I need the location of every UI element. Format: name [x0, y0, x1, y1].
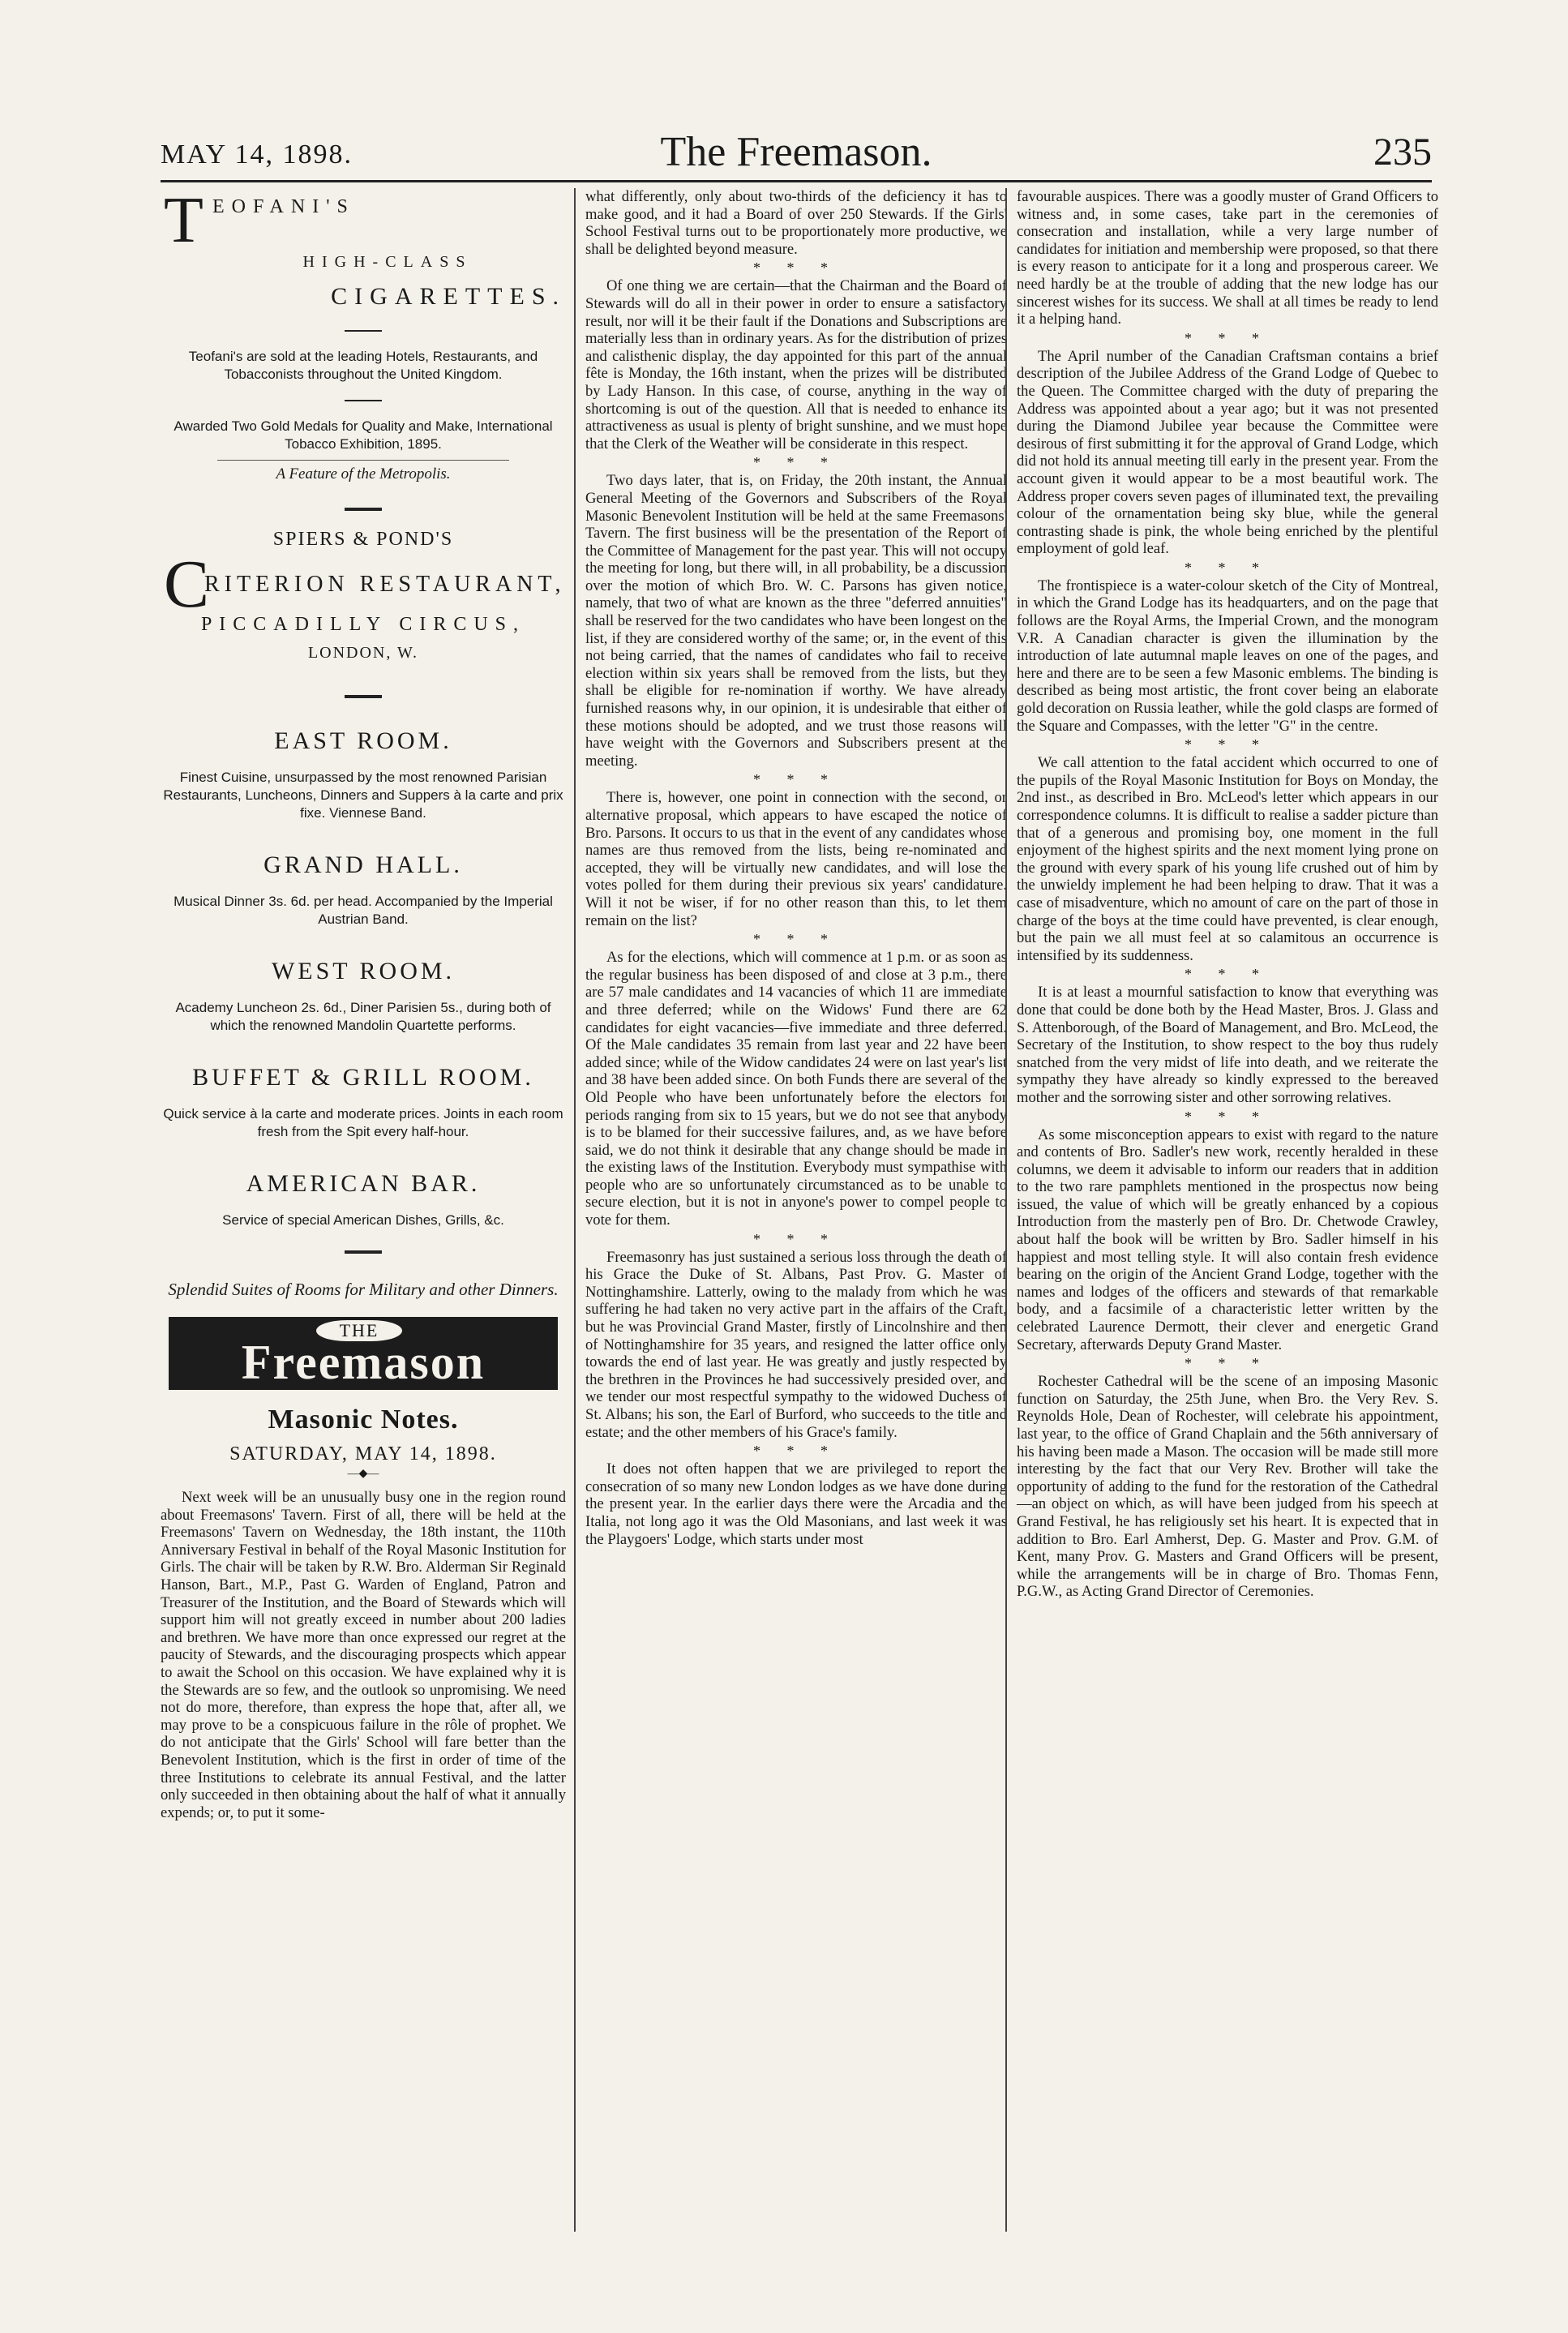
newspaper-title: The Freemason.	[660, 129, 932, 175]
article-paragraph: As for the elections, which will commence at 1 p.m. or as soon as the regular business has been disposed of and close at 3 p.m., there are 57 male candidates and 14 vacancies of which 11 are immediate and three deferred; while on the Widows' Fund there are 62 candidates for eight vacancies—five immediate and three deferred. Of the Male candidates 35 remain from last year and 22 have been added since; while of the Widow candidates 24 were on last year's list and 38 have been added since. On both Funds there are several of the Old People who have been unfortunately before the electors for periods ranging from six to 15 years, but we do not see that anybody is to be blamed for their successive failures, and, as we have before said, we do not think it desirable that any change should be made in the existing laws of the Institution. Everybody must sympathise with people who are so unfortunately circumstanced as to be unable to secure election, but it is not in anyone's power to compel people to vote for them.	[585, 949, 1007, 1229]
article-paragraph: The April number of the Canadian Craftsman contains a brief description of the Jubilee Address of the Grand Lodge of Quebec to the Queen. The Committee charged with the duty of preparing the Address was appointed about a year ago; but it was not presented during the Diamond Jubilee year because the Committee were desirous of first submitting it for the approval of Grand Lodge, which did not hold its annual meeting till early in the present year. From the account given it would appear to be a most beautiful work. The Address proper covers seven pages of illuminated text, the prevailing colour of the ornamentation being sky blue, while the general contrasting shade is pink, the whole being enriched by the plentiful employment of gold leaf.	[1017, 347, 1438, 558]
logo-freemason: Freemason	[241, 1336, 486, 1389]
article-paragraph: favourable auspices. There was a goodly muster of Grand Officers to witness and, in some cases, take part in the ceremonies of consecration and installation, while a very large number of candidates for initiation and membership were proposed, so that there is every reason to anticipate for it a long and prosperous career. We need hardly be at the trouble of adding that the new lodge has our sincerest wishes for its success. We shall at all times be ready to lend it a helping hand.	[1017, 188, 1438, 328]
article-paragraph: It is at least a mournful satisfaction to know that everything was done that could be done both by the Head Master, Bros. J. Glass and S. Attenborough, of the Board of Management, and Bro. McLeod, the Secretary of the Institution, to show respect to the boy thus rudely snatched from the very midst of life into death, and we reiterate the sympathy they have already so kindly expressed to the bereaved mother and the sorrowing sister and other sorrowing relatives.	[1017, 984, 1438, 1106]
splendid-suites-text: Splendid Suites of Rooms for Military and other Dinners.	[168, 1280, 559, 1299]
header-rule	[161, 180, 1432, 182]
criterion-name: RITERION RESTAURANT,	[204, 572, 566, 597]
london-label: LONDON, W.	[307, 644, 419, 662]
diamond-ornament: —◆—	[347, 1468, 379, 1480]
teofani-sold-text: Teofani's are sold at the leading Hotels, Restaurants, and Tobacconists throughout the United Kingdom.	[188, 349, 538, 382]
room-name: BUFFET & GRILL ROOM.	[192, 1064, 534, 1091]
section-date: SATURDAY, MAY 14, 1898.	[229, 1443, 497, 1465]
divider	[345, 330, 382, 332]
section-heading: Masonic Notes.	[268, 1405, 459, 1435]
room-name: AMERICAN BAR.	[246, 1170, 481, 1197]
feature-caption: A Feature of the Metropolis.	[276, 465, 451, 482]
section-separator: * * *	[753, 771, 839, 788]
section-separator: * * *	[1185, 1355, 1270, 1372]
teofani-initial: T	[164, 185, 203, 256]
room-description: Service of special American Dishes, Grills, &c.	[222, 1212, 504, 1228]
criterion-heading	[161, 547, 566, 622]
divider	[345, 400, 382, 401]
page-number: 235	[1373, 131, 1432, 174]
section-separator: * * *	[1185, 329, 1270, 346]
teofani-name: EOFANI'S	[212, 196, 355, 217]
article-paragraph: Freemasonry has just sustained a serious loss through the death of his Grace the Duke of St. Albans, Past Prov. G. Master of Nottinghamshire. Latterly, owing to the malady from which he was suffering he had taken no very active part in the affairs of the Craft, but he was Provincial Grand Master, firstly of Lincolnshire and then of Nottinghamshire for 35 years, and resigned the latter office only towards the end of last year. He was greatly and justly respected by the brethren in the Provinces he had successively presided over, and we tender our most respectful sympathy to the widowed Duchess of St. Albans; his son, the Earl of Burford, who succeeds to the title and estate; and the other members of his Grace's family.	[585, 1248, 1007, 1441]
section-separator: * * *	[753, 454, 839, 471]
section-separator: * * *	[1185, 559, 1270, 576]
divider	[345, 508, 382, 511]
logo-the: THE	[316, 1320, 402, 1341]
teofani-ad-heading	[161, 185, 566, 256]
article-paragraph: Of one thing we are certain—that the Chairman and the Board of Stewards will do all in their power in order to ensure a satisfactory result, nor will it be their fault if the Donations and Subscriptions are materially less than in ordinary years. As for the distribution of prizes and calisthenic display, the day appointed for this part of the annual fête is Monday, the 16th instant, when the prizes will be distributed by Lady Hanson. In this case, of course, anything in the way of shortcoming is out of the question. All that is needed to enhance its attractiveness as usual is plenty of bright sunshine, and we must hope that the Clerk of the Weather will be considerate in this respect.	[585, 277, 1007, 452]
article-paragraph: Next week will be an unusually busy one in the region round about Freemasons' Tavern. First of all, there will be held at the Freemasons' Tavern on Wednesday, the 18th instant, the 110th Anniversary Festival in behalf of the Royal Masonic Institution for Girls. The chair will be taken by R.W. Bro. Alderman Sir Reginald Hanson, Bart., M.P., Past G. Warden of England, Patron and Treasurer of the Institution, and the Board of Stewards which will support him will not greatly exceed in number about 200 ladies and brethren. We have more than once expressed our regret at the paucity of Stewards, and the discouraging prospects which appear to await the School on this occasion. We have explained why it is the Stewards are so few, and the outlook so unpromising. We need not do more, therefore, than express the hope that, after all, we may prove to be a conspicuous failure in the rôle of prophet. We do not anticipate that the Girls' School will fare better than the Benevolent Institution, which is the first in order of time of the three Institutions to celebrate its annual Festival, and the latter only succeeded in then obtaining about the half of what it annually expends; or, to put it some-	[161, 1489, 566, 1821]
room-description: Finest Cuisine, unsurpassed by the most renowned Parisian Restaurants, Luncheons, Dinners and Suppers à la carte and prix fixe. Viennese Band.	[163, 770, 563, 821]
issue-date: MAY 14, 1898.	[161, 139, 353, 169]
cigarettes-label: CIGARETTES.	[331, 283, 566, 310]
section-separator: * * *	[1185, 1108, 1270, 1125]
room-name: WEST ROOM.	[271, 958, 456, 984]
section-separator: * * *	[753, 1443, 839, 1460]
criterion-initial: C	[164, 547, 210, 622]
article-paragraph: what differently, only about two-thirds of the deficiency it has to make good, and it had a Board of over 250 Stewards. If the Girls' School Festival turns out to be proportionately more productive, we shall be delighted beyond measure.	[585, 188, 1007, 258]
divider	[345, 695, 382, 698]
column-1	[161, 185, 566, 1821]
article-paragraph: There is, however, one point in connection with the second, or alternative proposal, which appears to have escaped the notice of Bro. Parsons. It occurs to us that in the event of any candidates whose names are thus removed from the lists, being re-nominated and accepted, they will be virtually new candidates, and will lose the votes polled for them during their previous six years' candidature. Will it not be wiser, if for no other reason than this, to let them remain on the list?	[585, 789, 1007, 929]
freemason-masthead-logo	[169, 1317, 558, 1390]
piccadilly-label: PICCADILLY CIRCUS,	[200, 614, 526, 635]
column-2	[574, 188, 1007, 2232]
high-class-label: HIGH-CLASS	[302, 253, 473, 271]
divider	[217, 460, 509, 461]
divider	[345, 1250, 382, 1254]
column-3	[1005, 188, 1438, 2232]
section-separator: * * *	[753, 1230, 839, 1247]
section-separator: * * *	[1185, 966, 1270, 983]
room-description: Academy Luncheon 2s. 6d., Diner Parisien 5s., during both of which the renowned Mandolin Quartette performs.	[175, 1000, 551, 1033]
section-separator: * * *	[1185, 736, 1270, 753]
room-name: EAST ROOM.	[274, 727, 452, 754]
room-name: GRAND HALL.	[263, 851, 463, 878]
article-paragraph: Rochester Cathedral will be the scene of an imposing Masonic function on Saturday, the 25th June, when Bro. the Very Rev. S. Reynolds Hole, Dean of Rochester, will celebrate his appointment, last year, to the office of Grand Chaplain and the 56th anniversary of his having been made a Mason. The occasion will be made still more interesting by the fact that our Very Rev. Brother will take the opportunity of adding to the fund for the restoration of the Cathedral—an object on which, as will have been judged from his speech at Grand Festival, he has religiously set his heart. It is expected that in addition to Bro. Earl Amherst, Dep. G. Master and Prov. G.M. of Kent, many Prov. G. Masters and Grand Officers will be present, while the arrangements will be in charge of Bro. Thomas Fenn, P.G.W., as Acting Grand Director of Ceremonies.	[1017, 1373, 1438, 1601]
article-paragraph: As some misconception appears to exist with regard to the nature and contents of Bro. Sadler's new work, recently heralded in these columns, we deem it advisable to inform our readers that in addition to the two rare pamphlets mentioned in the prospectus now being issued, the value of which will be greatly enhanced by a copious Introduction from the masterly pen of Bro. Dr. Chetwode Crawley, about half the book will be written by Bro. Sadler himself in his happiest and most telling style. It will also contain fresh evidence bearing on the origin of the Ancient Grand Lodge, together with the names and lodges of the officers and stewards of that remarkable body, and a facsimile of a characteristic letter written by the celebrated Laurence Dermott, their clever and energetic Grand Secretary, afterwards Deputy Grand Master.	[1017, 1126, 1438, 1353]
article-paragraph: We call attention to the fatal accident which occurred to one of the pupils of the Royal Masonic Institution for Boys on Monday, the 2nd inst., as described in Bro. McLeod's letter which appears in our correspondence columns. It is difficult to realise a sadder picture than that of a generous and promising boy, one moment in the full enjoyment of the highest spirits and the next moment lying prone on the ground with every spark of his young life crushed out of him by the unwieldy implement he had been helping to draw. That it was a case of misadventure, which no amount of care on the part of those in charge of the boys at the time could have prevented, is clear enough, but the pain we all must feel at so calamitous an occurrence is intensified by its suddenness.	[1017, 754, 1438, 964]
teofani-medals-text: Awarded Two Gold Medals for Quality and Make, International Tobacco Exhibition, 1895.	[174, 418, 553, 452]
room-description: Quick service à la carte and moderate prices. Joints in each room fresh from the Spit every half-hour.	[163, 1106, 563, 1139]
article-paragraph: The frontispiece is a water-colour sketch of the City of Montreal, in which the Grand Lodge has its headquarters, and on the page that follows are the Royal Arms, the Imperial Crown, and the monogram V.R. A Canadian character is given the illumination by the introduction of late autumnal maple leaves on one of the pages, and here and there are to be seen a few Masonic emblems. The binding is described as being most artistic, the front cover being an elaborate gold decoration on Russia leather, while the gold clasps are formed of the Square and Compasses, with the letter "G" in the centre.	[1017, 577, 1438, 735]
spiers-pond-label: SPIERS & POND'S	[272, 529, 454, 550]
article-paragraph: It does not often happen that we are privileged to report the consecration of so many new London lodges as we have done during the present year. In the earlier days there were the Arcadia and the Italia, not long ago it was the Old Masonians, and last week it was the Playgoers' Lodge, which starts under most	[585, 1460, 1007, 1548]
section-separator: * * *	[753, 931, 839, 948]
page-header	[161, 122, 1432, 182]
section-separator: * * *	[753, 259, 839, 277]
room-description: Musical Dinner 3s. 6d. per head. Accompanied by the Imperial Austrian Band.	[174, 894, 553, 927]
article-paragraph: Two days later, that is, on Friday, the 20th instant, the Annual General Meeting of the Governors and Subscribers of the Royal Masonic Benevolent Institution will be held at the same Freemasons' Tavern. The first business will be the presentation of the Report of the Committee of Management for the past year. This will not occupy the meeting for long, but there will, in all probability, be a discussion over the motion of which Bro. W. C. Parsons has given notice, namely, that two of what are known as the three "deferred annuities" shall be reserved for the two candidates who have been longest on the list, if they are considered worthy of the same; or, in the event of this not being carried, that the names of candidates who fail to receive election within six years shall be removed from the lists, but they shall be eligible for re-nomination if worthy. We have already furnished reasons why, in our opinion, it is undesirable that either of these motions should be adopted, and we trust those reasons will have weight with the Governors and Subscribers present at the meeting.	[585, 472, 1007, 770]
